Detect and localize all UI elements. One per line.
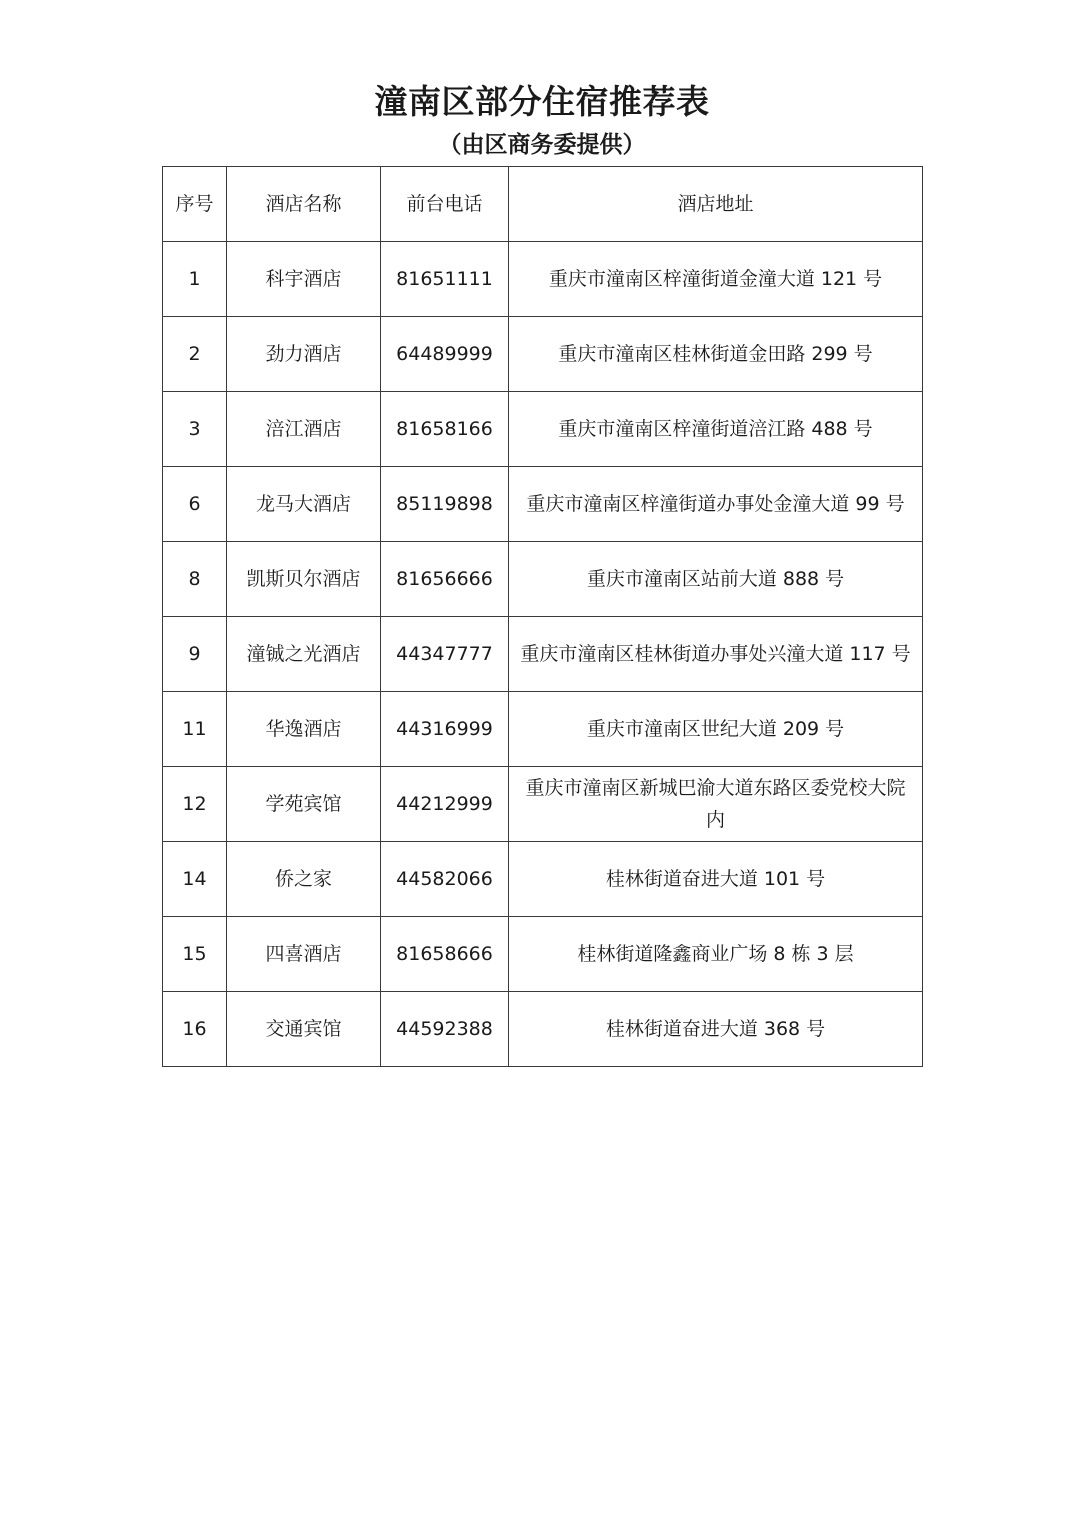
cell-serial-number: 6: [163, 467, 227, 542]
table-header-row: [163, 167, 923, 242]
cell-address: 桂林街道奋进大道 368 号: [509, 992, 923, 1067]
cell-serial-number: 11: [163, 692, 227, 767]
cell-hotel-name: 侨之家: [227, 842, 381, 917]
header-serial-number: 序号: [163, 167, 227, 242]
table-row: [163, 767, 923, 842]
table-row: [163, 467, 923, 542]
hotel-table: [162, 166, 923, 1067]
cell-hotel-name: 科宇酒店: [227, 242, 381, 317]
cell-hotel-name: 涪江酒店: [227, 392, 381, 467]
table-row: [163, 542, 923, 617]
table-row: [163, 392, 923, 467]
cell-hotel-name: 华逸酒店: [227, 692, 381, 767]
cell-address: 重庆市潼南区新城巴渝大道东路区委党校大院内: [509, 767, 923, 842]
cell-serial-number: 3: [163, 392, 227, 467]
cell-address: 重庆市潼南区桂林街道办事处兴潼大道 117 号: [509, 617, 923, 692]
cell-address: 重庆市潼南区世纪大道 209 号: [509, 692, 923, 767]
cell-serial-number: 1: [163, 242, 227, 317]
cell-address: 重庆市潼南区梓潼街道办事处金潼大道 99 号: [509, 467, 923, 542]
table-row: [163, 242, 923, 317]
cell-address: 重庆市潼南区站前大道 888 号: [509, 542, 923, 617]
header-hotel-name: 酒店名称: [227, 167, 381, 242]
document-subtitle: （由区商务委提供）: [438, 131, 646, 158]
cell-phone: 81658666: [381, 917, 509, 992]
cell-phone: 44582066: [381, 842, 509, 917]
cell-hotel-name: 劲力酒店: [227, 317, 381, 392]
table-row: [163, 317, 923, 392]
cell-hotel-name: 龙马大酒店: [227, 467, 381, 542]
cell-phone: 44347777: [381, 617, 509, 692]
cell-hotel-name: 交通宾馆: [227, 992, 381, 1067]
cell-serial-number: 12: [163, 767, 227, 842]
table-row: [163, 917, 923, 992]
cell-hotel-name: 潼铖之光酒店: [227, 617, 381, 692]
cell-serial-number: 16: [163, 992, 227, 1067]
cell-serial-number: 9: [163, 617, 227, 692]
cell-phone: 81656666: [381, 542, 509, 617]
cell-hotel-name: 学苑宾馆: [227, 767, 381, 842]
cell-hotel-name: 四喜酒店: [227, 917, 381, 992]
cell-address: 重庆市潼南区梓潼街道金潼大道 121 号: [509, 242, 923, 317]
cell-hotel-name: 凯斯贝尔酒店: [227, 542, 381, 617]
cell-phone: 85119898: [381, 467, 509, 542]
cell-phone: 81651111: [381, 242, 509, 317]
cell-phone: 44316999: [381, 692, 509, 767]
cell-phone: 81658166: [381, 392, 509, 467]
cell-serial-number: 14: [163, 842, 227, 917]
cell-address: 桂林街道奋进大道 101 号: [509, 842, 923, 917]
table-row: [163, 692, 923, 767]
cell-phone: 44212999: [381, 767, 509, 842]
cell-address: 桂林街道隆鑫商业广场 8 栋 3 层: [509, 917, 923, 992]
header-front-desk-phone: 前台电话: [381, 167, 509, 242]
cell-phone: 64489999: [381, 317, 509, 392]
table-row: [163, 617, 923, 692]
cell-serial-number: 2: [163, 317, 227, 392]
cell-phone: 44592388: [381, 992, 509, 1067]
cell-serial-number: 15: [163, 917, 227, 992]
document-title: 潼南区部分住宿推荐表: [374, 82, 710, 121]
table-row: [163, 992, 923, 1067]
cell-address: 重庆市潼南区梓潼街道涪江路 488 号: [509, 392, 923, 467]
cell-serial-number: 8: [163, 542, 227, 617]
header-hotel-address: 酒店地址: [509, 167, 923, 242]
table-row: [163, 842, 923, 917]
cell-address: 重庆市潼南区桂林街道金田路 299 号: [509, 317, 923, 392]
